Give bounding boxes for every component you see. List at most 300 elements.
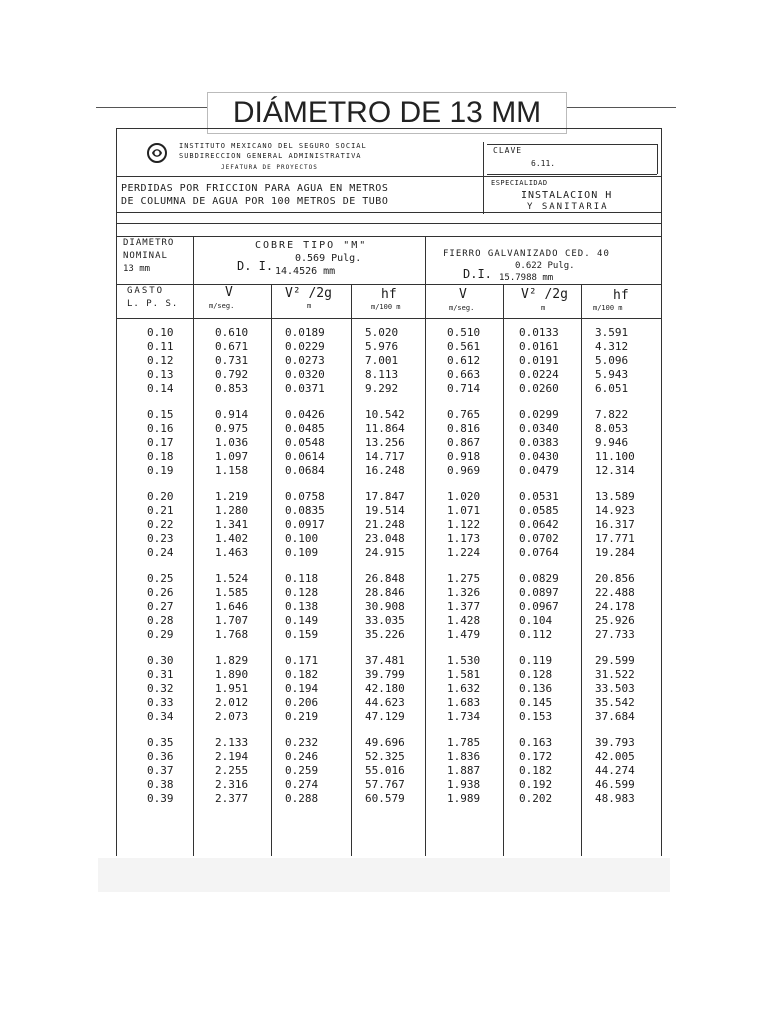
fierro-hf-cell: 20.856 <box>595 572 635 585</box>
fierro-hf-cell: 46.599 <box>595 778 635 791</box>
fierro-v2-cell: 0.0702 <box>519 532 559 545</box>
cobre-v2-cell: 0.0426 <box>285 408 325 421</box>
institute-line-1: INSTITUTO MEXICANO DEL SEGURO SOCIAL <box>179 142 367 150</box>
fierro-v2-cell: 0.0642 <box>519 518 559 531</box>
spacer-line <box>117 236 661 237</box>
cobre-v-cell: 1.768 <box>215 628 249 641</box>
iron-di-pulg: 0.622 Pulg. <box>515 261 575 271</box>
fierro-hf-cell: 4.312 <box>595 340 629 353</box>
fierro-v-cell: 0.612 <box>447 354 481 367</box>
gasto-cell: 0.31 <box>147 668 174 681</box>
row-group-gap <box>519 478 559 490</box>
gasto-cell: 0.20 <box>147 490 174 503</box>
col-v2-iron-header: V² /2g <box>521 287 568 302</box>
gasto-cell: 0.13 <box>147 368 174 381</box>
cobre-v2-cell: 0.118 <box>285 572 319 585</box>
cobre-hf-cell: 44.623 <box>365 696 405 709</box>
fierro-v-cell: 0.714 <box>447 382 481 395</box>
fierro-hf-cell: 11.100 <box>595 450 635 463</box>
fierro-v2-cell: 0.0430 <box>519 450 559 463</box>
cobre-v2-cell: 0.0371 <box>285 382 325 395</box>
clave-box-right <box>657 144 658 174</box>
fierro-v-cell: 1.479 <box>447 628 481 641</box>
cobre-v2-cell: 0.0320 <box>285 368 325 381</box>
row-group-gap <box>519 560 559 572</box>
row-group-gap <box>447 724 480 736</box>
fierro-v-cell: 1.989 <box>447 792 481 805</box>
gasto-cell: 0.38 <box>147 778 174 791</box>
gasto-cell: 0.37 <box>147 764 174 777</box>
fierro-v-cell: 1.275 <box>447 572 481 585</box>
fierro-v2-cell: 0.0967 <box>519 600 559 613</box>
gasto-cell: 0.23 <box>147 532 174 545</box>
cobre-v-cell: 0.792 <box>215 368 249 381</box>
cobre-hf-cell: 19.514 <box>365 504 405 517</box>
row-group-gap <box>595 478 635 490</box>
cobre-v-cell: 0.610 <box>215 326 249 339</box>
header-separator <box>483 142 484 214</box>
copper-di-label: D. I. <box>237 259 274 273</box>
row-group-gap <box>519 642 559 654</box>
fierro-v-cell: 1.173 <box>447 532 481 545</box>
fierro-v2-cell: 0.0531 <box>519 490 559 503</box>
cobre-hf-cell: 47.129 <box>365 710 405 723</box>
cobre-v2-cell: 0.171 <box>285 654 319 667</box>
cobre-hf-cell: 57.767 <box>365 778 405 791</box>
row-group-gap <box>215 642 248 654</box>
fierro-hf-cell: 12.314 <box>595 464 635 477</box>
fierro-v2-cell: 0.163 <box>519 736 553 749</box>
row-group-gap <box>147 560 174 572</box>
cobre-hf-cell: 52.325 <box>365 750 405 763</box>
cobre-hf-cell: 9.292 <box>365 382 399 395</box>
cobre-hf-cell: 37.481 <box>365 654 405 667</box>
fierro-v-cell: 1.785 <box>447 736 481 749</box>
fierro-v-cell: 1.224 <box>447 546 481 559</box>
fierro-v2-cell: 0.0161 <box>519 340 559 353</box>
cobre-v2-cell: 0.138 <box>285 600 319 613</box>
cobre-v-cell: 0.853 <box>215 382 249 395</box>
fierro-v-cell: 1.122 <box>447 518 481 531</box>
cobre-v2-cell: 0.0835 <box>285 504 325 517</box>
cobre-v2-cell: 0.0548 <box>285 436 325 449</box>
cobre-hf-cell: 42.180 <box>365 682 405 695</box>
cobre-hf-cell: 5.020 <box>365 326 399 339</box>
cobre-v-cell: 1.158 <box>215 464 249 477</box>
cobre-hf-cell: 28.846 <box>365 586 405 599</box>
iron-title: FIERRO GALVANIZADO CED. 40 <box>443 249 610 259</box>
gasto-cell: 0.28 <box>147 614 174 627</box>
fierro-v-cell: 1.326 <box>447 586 481 599</box>
cobre-v2-cell: 0.128 <box>285 586 319 599</box>
row-group-gap <box>447 642 480 654</box>
fierro-hf-cell: 24.178 <box>595 600 635 613</box>
fierro-v-cell: 1.632 <box>447 682 481 695</box>
row-group-gap <box>147 642 174 654</box>
fierro-v2-cell: 0.136 <box>519 682 553 695</box>
iron-v2-divider <box>581 284 582 856</box>
cobre-v-cell: 1.585 <box>215 586 249 599</box>
cobre-hf-cell: 10.542 <box>365 408 405 421</box>
fierro-v-cell: 0.663 <box>447 368 481 381</box>
cobre-v-cell: 1.646 <box>215 600 249 613</box>
fierro-v2-cell: 0.112 <box>519 628 553 641</box>
iron-di-label: D.I. <box>463 267 492 281</box>
cobre-v-cell: 1.280 <box>215 504 249 517</box>
col-v-iron-header: V <box>459 287 467 302</box>
cobre-v-cell: 1.463 <box>215 546 249 559</box>
gasto-cell: 0.34 <box>147 710 174 723</box>
cobre-v2-cell: 0.100 <box>285 532 319 545</box>
cobre-hf-cell: 14.717 <box>365 450 405 463</box>
cobre-v-cell: 1.219 <box>215 490 249 503</box>
fierro-v2-cell: 0.0585 <box>519 504 559 517</box>
row-group-gap <box>215 724 248 736</box>
cobre-v-cell: 2.377 <box>215 792 249 805</box>
gasto-cell: 0.26 <box>147 586 174 599</box>
cobre-hf-cell: 17.847 <box>365 490 405 503</box>
subject-divider <box>117 212 661 213</box>
cobre-v2-cell: 0.0229 <box>285 340 325 353</box>
row-group-gap <box>447 478 480 490</box>
fierro-hf-cell: 17.771 <box>595 532 635 545</box>
cobre-v-cell: 2.255 <box>215 764 249 777</box>
fierro-hf-cell: 33.503 <box>595 682 635 695</box>
iron-di-mm: 15.7988 mm <box>499 273 554 283</box>
clave-box-bottom <box>487 174 657 175</box>
header-bottom-line <box>117 223 661 224</box>
fierro-v-cell: 0.867 <box>447 436 481 449</box>
clave-box-top <box>487 144 657 145</box>
fierro-v2-column <box>519 326 559 806</box>
fierro-hf-cell: 25.926 <box>595 614 635 627</box>
clave-label: CLAVE <box>493 146 523 155</box>
fierro-hf-cell: 9.946 <box>595 436 629 449</box>
row-group-gap <box>365 396 405 408</box>
cobre-v-cell: 0.914 <box>215 408 249 421</box>
cobre-v2-cell: 0.274 <box>285 778 319 791</box>
fierro-hf-cell: 37.684 <box>595 710 635 723</box>
fierro-v2-cell: 0.0191 <box>519 354 559 367</box>
fierro-hf-cell: 16.317 <box>595 518 635 531</box>
row-group-gap <box>215 396 248 408</box>
fierro-v2-cell: 0.172 <box>519 750 553 763</box>
row-group-gap <box>285 478 325 490</box>
cobre-hf-cell: 23.048 <box>365 532 405 545</box>
cobre-v-cell: 1.341 <box>215 518 249 531</box>
imss-logo-icon <box>146 142 168 164</box>
subject-line-2: DE COLUMNA DE AGUA POR 100 METROS DE TUBO <box>121 196 389 207</box>
document-form <box>116 128 662 856</box>
gasto-column-divider <box>193 236 194 856</box>
form-top-border <box>117 128 661 129</box>
cobre-v-cell: 1.890 <box>215 668 249 681</box>
col-v-unit: m/seg. <box>209 302 235 310</box>
cobre-hf-cell: 11.864 <box>365 422 405 435</box>
fierro-v2-cell: 0.182 <box>519 764 553 777</box>
cobre-v-cell: 0.731 <box>215 354 249 367</box>
fierro-hf-column <box>595 326 635 806</box>
fierro-v-cell: 1.581 <box>447 668 481 681</box>
cobre-hf-cell: 30.908 <box>365 600 405 613</box>
cobre-v-cell: 1.707 <box>215 614 249 627</box>
fierro-v-cell: 1.020 <box>447 490 481 503</box>
gasto-column <box>147 326 174 806</box>
cobre-v-column <box>215 326 248 806</box>
subject-line-1: PERDIDAS POR FRICCION PARA AGUA EN METROS <box>121 183 389 194</box>
cobre-v-cell: 1.524 <box>215 572 249 585</box>
row-group-gap <box>595 560 635 572</box>
cobre-v2-cell: 0.182 <box>285 668 319 681</box>
cobre-v-cell: 1.951 <box>215 682 249 695</box>
fierro-v2-cell: 0.128 <box>519 668 553 681</box>
gasto-cell: 0.36 <box>147 750 174 763</box>
row-group-gap <box>285 724 325 736</box>
row-group-gap <box>147 396 174 408</box>
gasto-cell: 0.11 <box>147 340 174 353</box>
fierro-v2-cell: 0.192 <box>519 778 553 791</box>
cobre-hf-cell: 16.248 <box>365 464 405 477</box>
copper-title: COBRE TIPO "M" <box>255 240 368 251</box>
gasto-label-1: GASTO <box>127 286 165 296</box>
fierro-v2-cell: 0.145 <box>519 696 553 709</box>
fierro-v-cell: 0.561 <box>447 340 481 353</box>
fierro-v-cell: 0.969 <box>447 464 481 477</box>
cobre-hf-cell: 33.035 <box>365 614 405 627</box>
diameter-label-1: DIAMETRO <box>123 238 175 248</box>
fierro-v-cell: 1.938 <box>447 778 481 791</box>
fierro-v2-cell: 0.0260 <box>519 382 559 395</box>
material-divider <box>425 236 426 856</box>
fierro-hf-cell: 13.589 <box>595 490 635 503</box>
cobre-hf-cell: 39.799 <box>365 668 405 681</box>
col-v-iron-unit: m/seg. <box>449 304 475 312</box>
cobre-v-cell: 2.073 <box>215 710 249 723</box>
row-group-gap <box>447 396 480 408</box>
fierro-hf-cell: 44.274 <box>595 764 635 777</box>
fierro-hf-cell: 35.542 <box>595 696 635 709</box>
cobre-v-cell: 0.975 <box>215 422 249 435</box>
gasto-cell: 0.22 <box>147 518 174 531</box>
fierro-hf-cell: 29.599 <box>595 654 635 667</box>
gasto-cell: 0.16 <box>147 422 174 435</box>
copper-v-divider <box>271 284 272 856</box>
fierro-v2-cell: 0.0383 <box>519 436 559 449</box>
table-header-divider <box>117 284 661 285</box>
fierro-v2-cell: 0.202 <box>519 792 553 805</box>
gasto-cell: 0.21 <box>147 504 174 517</box>
cobre-v2-cell: 0.194 <box>285 682 319 695</box>
institute-line-3: JEFATURA DE PROYECTOS <box>221 164 318 171</box>
cobre-v-cell: 0.671 <box>215 340 249 353</box>
cobre-v2-cell: 0.109 <box>285 546 319 559</box>
fierro-v-column <box>447 326 480 806</box>
fierro-hf-cell: 6.051 <box>595 382 629 395</box>
cobre-v2-cell: 0.288 <box>285 792 319 805</box>
especialidad-line-1: INSTALACION H <box>521 190 613 201</box>
row-group-gap <box>595 396 635 408</box>
cobre-v2-column <box>285 326 325 806</box>
fierro-hf-cell: 48.983 <box>595 792 635 805</box>
row-group-gap <box>365 478 405 490</box>
col-v2-header: V² /2g <box>285 286 332 301</box>
fierro-v2-cell: 0.119 <box>519 654 553 667</box>
cobre-v2-cell: 0.246 <box>285 750 319 763</box>
cobre-hf-cell: 24.915 <box>365 546 405 559</box>
cobre-hf-cell: 26.848 <box>365 572 405 585</box>
gasto-cell: 0.12 <box>147 354 174 367</box>
cobre-v-cell: 1.036 <box>215 436 249 449</box>
cobre-hf-cell: 60.579 <box>365 792 405 805</box>
row-group-gap <box>595 724 635 736</box>
fierro-hf-cell: 31.522 <box>595 668 635 681</box>
row-group-gap <box>365 560 405 572</box>
page-title: DIÁMETRO DE 13 MM <box>207 92 567 134</box>
fierro-hf-cell: 3.591 <box>595 326 629 339</box>
fierro-hf-cell: 8.053 <box>595 422 629 435</box>
fierro-v2-cell: 0.153 <box>519 710 553 723</box>
fierro-hf-cell: 5.096 <box>595 354 629 367</box>
cobre-hf-cell: 35.226 <box>365 628 405 641</box>
cobre-v2-cell: 0.232 <box>285 736 319 749</box>
fierro-v-cell: 0.918 <box>447 450 481 463</box>
cobre-hf-cell: 21.248 <box>365 518 405 531</box>
header-divider <box>117 176 661 177</box>
cobre-hf-cell: 7.001 <box>365 354 399 367</box>
gasto-cell: 0.19 <box>147 464 174 477</box>
gasto-cell: 0.15 <box>147 408 174 421</box>
gasto-cell: 0.35 <box>147 736 174 749</box>
row-group-gap <box>215 560 248 572</box>
cobre-v2-cell: 0.0485 <box>285 422 325 435</box>
row-group-gap <box>365 642 405 654</box>
fierro-v-cell: 1.530 <box>447 654 481 667</box>
fierro-v-cell: 1.071 <box>447 504 481 517</box>
cobre-hf-cell: 13.256 <box>365 436 405 449</box>
especialidad-label: ESPECIALIDAD <box>491 179 548 187</box>
row-group-gap <box>595 642 635 654</box>
fierro-hf-cell: 7.822 <box>595 408 629 421</box>
row-group-gap <box>147 724 174 736</box>
cobre-v-cell: 2.316 <box>215 778 249 791</box>
gasto-cell: 0.29 <box>147 628 174 641</box>
fierro-v2-cell: 0.104 <box>519 614 553 627</box>
gasto-cell: 0.24 <box>147 546 174 559</box>
cobre-v2-cell: 0.159 <box>285 628 319 641</box>
row-group-gap <box>447 560 480 572</box>
fierro-v2-cell: 0.0829 <box>519 572 559 585</box>
fierro-hf-cell: 42.005 <box>595 750 635 763</box>
cobre-v2-cell: 0.0917 <box>285 518 325 531</box>
col-v2-unit: m <box>307 302 312 310</box>
gasto-cell: 0.33 <box>147 696 174 709</box>
col-hf-header: hf <box>381 287 397 302</box>
col-hf-unit: m/100 m <box>371 303 401 311</box>
cobre-v2-cell: 0.0614 <box>285 450 325 463</box>
fierro-v2-cell: 0.0479 <box>519 464 559 477</box>
gasto-cell: 0.30 <box>147 654 174 667</box>
diameter-label-3: 13 mm <box>123 264 151 274</box>
col-hf-iron-header: hf <box>613 288 629 303</box>
row-group-gap <box>285 560 325 572</box>
fierro-v-cell: 1.683 <box>447 696 481 709</box>
fierro-v-cell: 1.377 <box>447 600 481 613</box>
fierro-v-cell: 0.765 <box>447 408 481 421</box>
fierro-hf-cell: 19.284 <box>595 546 635 559</box>
copper-di-mm: 14.4526 mm <box>275 266 336 277</box>
cobre-hf-column <box>365 326 405 806</box>
col-v2-iron-unit: m <box>541 304 546 312</box>
fierro-v2-cell: 0.0897 <box>519 586 559 599</box>
copper-di-pulg: 0.569 Pulg. <box>295 253 362 264</box>
gasto-cell: 0.14 <box>147 382 174 395</box>
iron-v-divider <box>503 284 504 856</box>
cobre-v2-cell: 0.0273 <box>285 354 325 367</box>
row-group-gap <box>147 478 174 490</box>
col-v-header: V <box>225 285 233 300</box>
especialidad-line-2: Y SANITARIA <box>527 202 609 212</box>
fierro-v2-cell: 0.0764 <box>519 546 559 559</box>
fierro-v2-cell: 0.0133 <box>519 326 559 339</box>
table-column-header-bottom <box>117 318 661 319</box>
gasto-cell: 0.17 <box>147 436 174 449</box>
row-group-gap <box>519 724 559 736</box>
gasto-cell: 0.18 <box>147 450 174 463</box>
cobre-v2-cell: 0.0684 <box>285 464 325 477</box>
cobre-hf-cell: 8.113 <box>365 368 399 381</box>
clave-value: 6.11. <box>531 159 556 168</box>
gasto-cell: 0.25 <box>147 572 174 585</box>
gasto-label-2: L. P. S. <box>127 299 179 309</box>
cobre-v-cell: 2.012 <box>215 696 249 709</box>
cobre-v-cell: 1.097 <box>215 450 249 463</box>
gasto-cell: 0.27 <box>147 600 174 613</box>
cobre-v-cell: 1.829 <box>215 654 249 667</box>
fierro-hf-cell: 27.733 <box>595 628 635 641</box>
row-group-gap <box>285 396 325 408</box>
fierro-v2-cell: 0.0340 <box>519 422 559 435</box>
gasto-cell: 0.39 <box>147 792 174 805</box>
fierro-v-cell: 1.887 <box>447 764 481 777</box>
row-group-gap <box>365 724 405 736</box>
fierro-v-cell: 0.510 <box>447 326 481 339</box>
fierro-v-cell: 1.836 <box>447 750 481 763</box>
cobre-v2-cell: 0.149 <box>285 614 319 627</box>
cobre-hf-cell: 5.976 <box>365 340 399 353</box>
fierro-v2-cell: 0.0224 <box>519 368 559 381</box>
cobre-v2-cell: 0.219 <box>285 710 319 723</box>
col-hf-iron-unit: m/100 m <box>593 304 623 312</box>
cobre-v2-cell: 0.259 <box>285 764 319 777</box>
cobre-v2-cell: 0.0758 <box>285 490 325 503</box>
cobre-hf-cell: 55.016 <box>365 764 405 777</box>
scan-bottom-shadow <box>98 858 670 892</box>
fierro-hf-cell: 22.488 <box>595 586 635 599</box>
fierro-v-cell: 0.816 <box>447 422 481 435</box>
cobre-hf-cell: 49.696 <box>365 736 405 749</box>
row-group-gap <box>519 396 559 408</box>
fierro-v-cell: 1.428 <box>447 614 481 627</box>
gasto-cell: 0.10 <box>147 326 174 339</box>
fierro-hf-cell: 14.923 <box>595 504 635 517</box>
cobre-v-cell: 2.194 <box>215 750 249 763</box>
cobre-v2-cell: 0.0189 <box>285 326 325 339</box>
fierro-hf-cell: 5.943 <box>595 368 629 381</box>
fierro-v-cell: 1.734 <box>447 710 481 723</box>
copper-v2-divider <box>351 284 352 856</box>
cobre-v-cell: 1.402 <box>215 532 249 545</box>
cobre-v2-cell: 0.206 <box>285 696 319 709</box>
